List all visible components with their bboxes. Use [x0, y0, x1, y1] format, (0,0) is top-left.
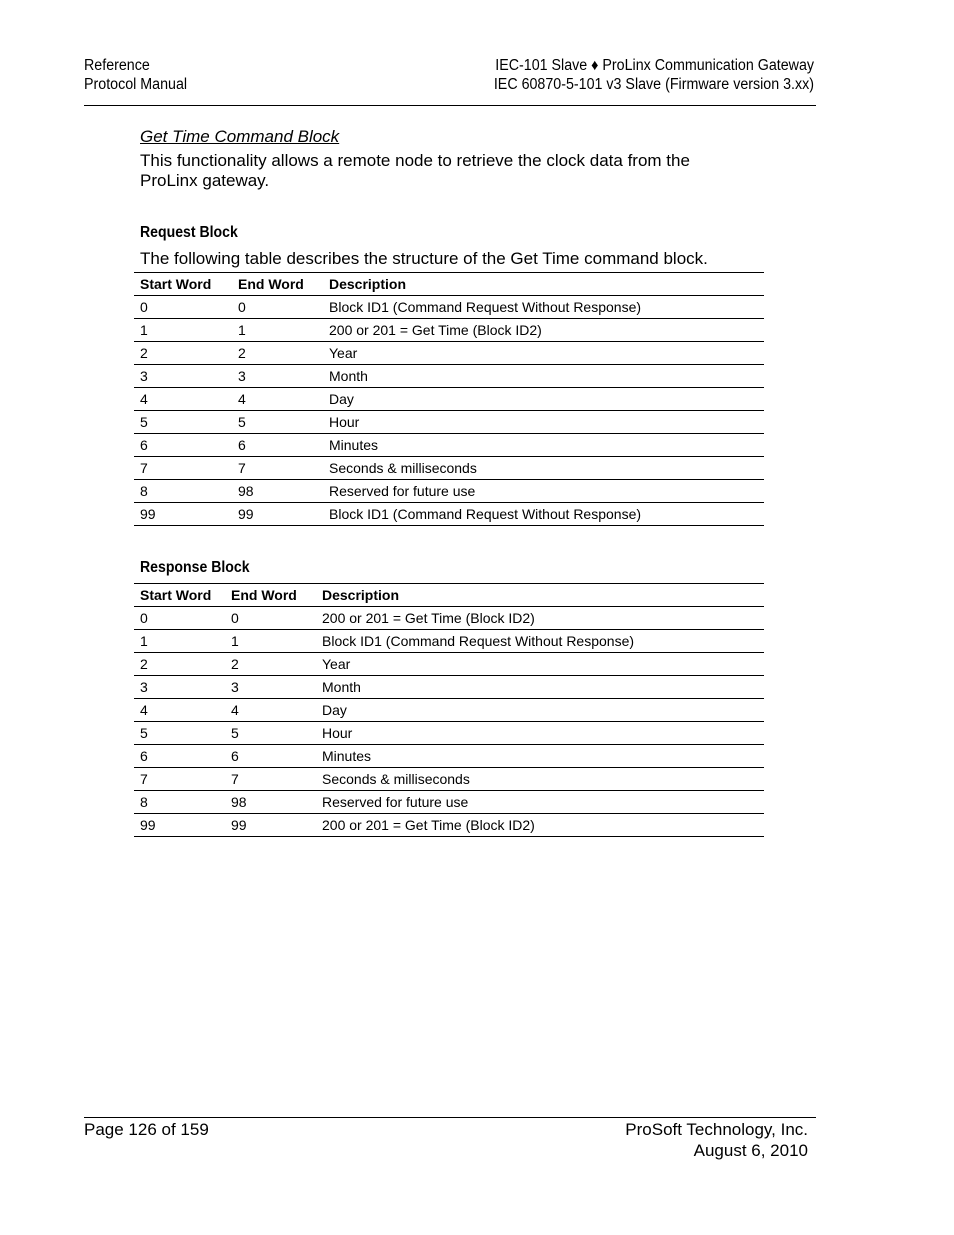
column-header-description: Description [316, 584, 764, 607]
column-header-end-word: End Word [225, 584, 316, 607]
table-row [134, 607, 764, 630]
description-cell: 200 or 201 = Get Time (Block ID2) [316, 814, 764, 837]
description-cell: Block ID1 (Command Request Without Response) [323, 296, 764, 319]
start-word-cell: 0 [134, 607, 225, 630]
description-cell: Hour [316, 722, 764, 745]
response-block-table [134, 583, 764, 837]
section-intro: This functionality allows a remote node to retrieve the clock data from the ProLinx gateway. [140, 151, 690, 190]
description-cell: Seconds & milliseconds [316, 768, 764, 791]
page-number: Page 126 of 159 [84, 1120, 209, 1139]
description-cell: Reserved for future use [316, 791, 764, 814]
table-row [134, 791, 764, 814]
end-word-cell: 3 [225, 676, 316, 699]
end-word-cell: 5 [225, 722, 316, 745]
table-row [134, 319, 764, 342]
request-table-intro: The following table describes the structure of the Get Time command block. [140, 249, 708, 268]
table-row [134, 768, 764, 791]
header-protocol-version: IEC 60870-5-101 v3 Slave (Firmware version 3.xx) [493, 76, 814, 93]
end-word-cell: 5 [232, 411, 323, 434]
publication-date: August 6, 2010 [693, 1141, 808, 1160]
start-word-cell: 8 [134, 791, 225, 814]
description-cell: Block ID1 (Command Request Without Response) [323, 503, 764, 526]
start-word-cell: 0 [134, 296, 232, 319]
description-cell: Minutes [323, 434, 764, 457]
header-manual-name: Protocol Manual [84, 76, 188, 93]
request-table-body [134, 296, 764, 526]
start-word-cell: 7 [134, 768, 225, 791]
end-word-cell: 4 [232, 388, 323, 411]
column-header-end-word: End Word [232, 273, 323, 296]
end-word-cell: 7 [225, 768, 316, 791]
end-word-cell: 4 [225, 699, 316, 722]
header-left [84, 56, 187, 94]
start-word-cell: 2 [134, 653, 225, 676]
table-row [134, 434, 764, 457]
column-header-start-word: Start Word [134, 584, 225, 607]
start-word-cell: 5 [134, 411, 232, 434]
start-word-cell: 1 [134, 630, 225, 653]
request-block-heading: Request Block [140, 224, 238, 241]
end-word-cell: 6 [225, 745, 316, 768]
start-word-cell: 2 [134, 342, 232, 365]
start-word-cell: 4 [134, 699, 225, 722]
table-header-row [134, 584, 764, 607]
company-name: ProSoft Technology, Inc. [625, 1120, 808, 1139]
header-section-name: Reference [84, 57, 150, 74]
end-word-cell: 1 [225, 630, 316, 653]
description-cell: Month [316, 676, 764, 699]
table-row [134, 480, 764, 503]
end-word-cell: 6 [232, 434, 323, 457]
table-row [134, 342, 764, 365]
start-word-cell: 99 [134, 814, 225, 837]
table-row [134, 676, 764, 699]
end-word-cell: 3 [232, 365, 323, 388]
column-header-start-word: Start Word [134, 273, 232, 296]
table-row [134, 365, 764, 388]
table-row [134, 503, 764, 526]
end-word-cell: 2 [225, 653, 316, 676]
table-row [134, 653, 764, 676]
description-cell: Year [316, 653, 764, 676]
section-title: Get Time Command Block [140, 127, 340, 146]
table-row [134, 388, 764, 411]
description-cell: 200 or 201 = Get Time (Block ID2) [323, 319, 764, 342]
start-word-cell: 99 [134, 503, 232, 526]
end-word-cell: 2 [232, 342, 323, 365]
description-cell: Minutes [316, 745, 764, 768]
header-divider [84, 105, 816, 106]
table-row [134, 457, 764, 480]
table-row [134, 296, 764, 319]
description-cell: Block ID1 (Command Request Without Response) [316, 630, 764, 653]
description-cell: Day [316, 699, 764, 722]
description-cell: Month [323, 365, 764, 388]
description-cell: Reserved for future use [323, 480, 764, 503]
start-word-cell: 6 [134, 745, 225, 768]
table-row [134, 722, 764, 745]
header-product-name: IEC-101 Slave ♦ ProLinx Communication Gateway [495, 57, 814, 74]
end-word-cell: 1 [232, 319, 323, 342]
table-row [134, 411, 764, 434]
start-word-cell: 5 [134, 722, 225, 745]
response-block-heading: Response Block [140, 559, 250, 576]
start-word-cell: 3 [134, 676, 225, 699]
end-word-cell: 99 [225, 814, 316, 837]
table-row [134, 630, 764, 653]
description-cell: Year [323, 342, 764, 365]
table-row [134, 745, 764, 768]
column-header-description: Description [323, 273, 764, 296]
header-right [494, 56, 814, 94]
start-word-cell: 1 [134, 319, 232, 342]
description-cell: Seconds & milliseconds [323, 457, 764, 480]
start-word-cell: 8 [134, 480, 232, 503]
table-row [134, 814, 764, 837]
description-cell: Hour [323, 411, 764, 434]
start-word-cell: 6 [134, 434, 232, 457]
start-word-cell: 4 [134, 388, 232, 411]
end-word-cell: 0 [225, 607, 316, 630]
description-cell: Day [323, 388, 764, 411]
footer-right [625, 1119, 808, 1161]
request-block-table [134, 272, 764, 526]
end-word-cell: 7 [232, 457, 323, 480]
response-table-body [134, 607, 764, 837]
footer-divider [84, 1117, 816, 1118]
table-header-row [134, 273, 764, 296]
end-word-cell: 98 [225, 791, 316, 814]
end-word-cell: 99 [232, 503, 323, 526]
end-word-cell: 0 [232, 296, 323, 319]
start-word-cell: 7 [134, 457, 232, 480]
table-row [134, 699, 764, 722]
end-word-cell: 98 [232, 480, 323, 503]
start-word-cell: 3 [134, 365, 232, 388]
description-cell: 200 or 201 = Get Time (Block ID2) [316, 607, 764, 630]
